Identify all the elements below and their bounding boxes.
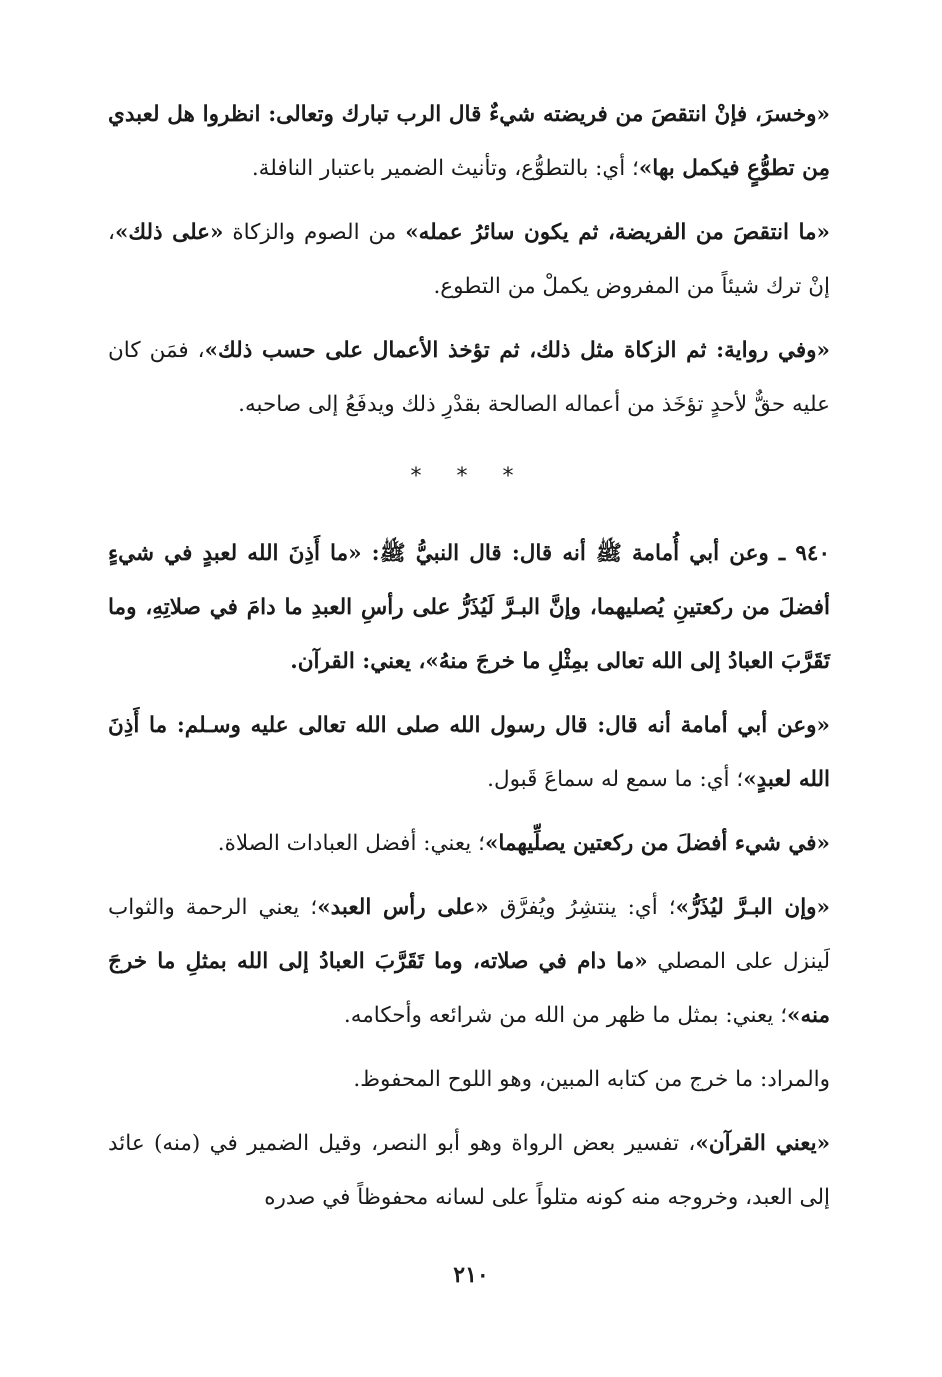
paragraph-8: [108, 1053, 830, 1107]
commentary-text: ، تفسير بعض الرواة وهو أبو النصر، وقيل الضمير في (منه) عائد إلى العبد، وخروجه منه كونه متلواً على لسانه محفوظاً في صدره: [108, 1131, 830, 1210]
quoted-text: «ما انتقصَ من الفريضة، ثم يكون سائرُ عمله»: [405, 220, 830, 245]
paragraph-2: [108, 206, 830, 314]
quoted-text: «في شيء أفضلَ من ركعتين يصلِّيهما»: [484, 831, 830, 856]
section-separator: * * *: [410, 464, 528, 489]
hadith-940: [108, 527, 830, 689]
quoted-text: «وإن البـرَّ ليُذَرُّ»: [675, 895, 830, 920]
quoted-text: «وفي رواية: ثم الزكاة مثل ذلك، ثم تؤخذ الأعمال على حسب ذلك»: [204, 338, 830, 363]
paragraph-1: [108, 88, 830, 196]
paragraph-7: [108, 881, 830, 1043]
paragraph-3: [108, 324, 830, 432]
page-body: [108, 88, 830, 1235]
quoted-text: «على رأس العبد»: [317, 895, 489, 920]
paragraph-6: [108, 817, 830, 871]
commentary-text: ، إنْ ترك شيئاً من المفروض يكملْ من التطوع.: [108, 220, 830, 299]
commentary-text: ؛ أي: ما سمع له سماعَ قَبول.: [487, 767, 744, 792]
quoted-text: «ما دام في صلاته، وما تَقَرَّبَ العبادُ إلى الله بمثلِ ما خرجَ منه»: [108, 949, 830, 1028]
commentary-text: والمراد: ما خرج من كتابه المبين، وهو اللوح المحفوظ.: [353, 1067, 830, 1092]
commentary-text: ؛ يعني الرحمة والثواب لَينزل على المصلي: [108, 895, 831, 974]
page-number: ٢١٠: [453, 1262, 489, 1288]
quoted-text: «يعني القرآن»: [695, 1131, 831, 1156]
quoted-text: «وعن أبي أمامة أنه قال: قال رسول الله صلى الله تعالى عليه وسـلم: ما أَذِنَ الله لعبدٍ»: [108, 713, 830, 792]
commentary-text: من الصوم والزكاة: [223, 220, 406, 245]
paragraph-9: [108, 1117, 830, 1225]
commentary-text: ؛ أي: بالتطوُّع، وتأنيث الضمير باعتبار النافلة.: [251, 156, 639, 181]
quoted-text: «على ذلك»: [114, 220, 224, 245]
commentary-text: ؛ أي: ينتشِرُ ويُفرَّق: [488, 895, 676, 920]
commentary-text: ؛ يعني: أفضل العبادات الصلاة.: [217, 831, 485, 856]
paragraph-5: [108, 699, 830, 807]
commentary-text: ، فمَن كان عليه حقٌّ لأحدٍ تؤخَذ من أعماله الصالحة بقدْرِ ذلك ويدفَعُ إلى صاحبه.: [108, 338, 830, 417]
hadith-text: ٩٤٠ ـ وعن أبي أُمامة ﷺ أنه قال: قال النبيُّ ﷺ: «ما أَذِنَ الله لعبدٍ في شيءٍ أفضلَ من ركعتينِ يُصليهما، وإنَّ البـرَّ لَيُذَرُّ على رأسِ العبدِ ما دامَ في صلاتِهِ، وما تَقَرَّبَ العبادُ إلى الله تعالى بمِثْلِ ما خرجَ منهُ»، يعني: القرآن.: [108, 541, 830, 674]
commentary-text: ؛ يعني: بمثل ما ظهر من الله من شرائعه وأحكامه.: [343, 1003, 788, 1028]
quoted-text: «وخسرَ، فإنْ انتقصَ من فريضته شيءٌ قال الرب تبارك وتعالى: انظروا هل لعبدي مِن تطوُّعٍ فيكمل بها»: [108, 102, 830, 181]
